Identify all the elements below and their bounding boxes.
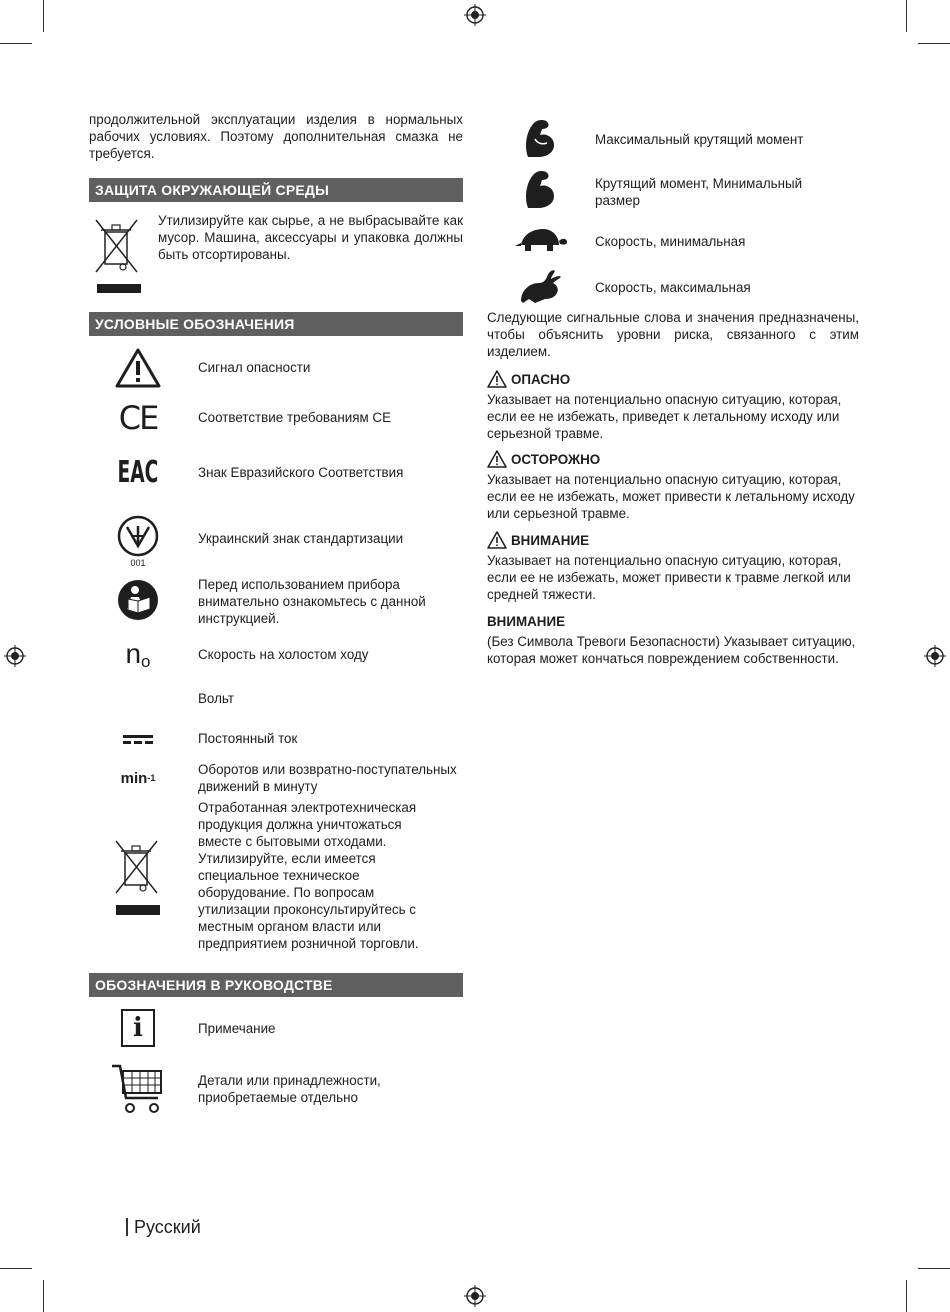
ukrainian-standard-icon: 001 xyxy=(103,512,173,570)
symbol-row xyxy=(89,761,469,797)
warning-triangle-icon xyxy=(103,345,173,390)
volt-icon xyxy=(103,688,173,712)
rpm-icon: min -1 xyxy=(120,769,156,787)
symbol-row xyxy=(89,398,469,438)
signal-block-warning xyxy=(487,450,859,522)
symbol-row xyxy=(89,1060,469,1118)
warning-triangle-icon xyxy=(487,370,507,388)
weee-bin-icon xyxy=(103,833,173,918)
intro-paragraph: продолжительной эксплуатации изделия в нормальных рабочих условиях. Поэтому дополнительная смазка не требуется. xyxy=(89,112,463,161)
flexed-arm-min-icon xyxy=(510,166,570,212)
ce-mark-icon: CE xyxy=(118,399,158,437)
section-heading-manual: ОБОЗНАЧЕНИЯ В РУКОВОДСТВЕ xyxy=(89,973,463,997)
crop-mark xyxy=(43,1280,44,1312)
signal-intro: Следующие сигнальные слова и значения предназначены, чтобы объяснить уровни риска, связанного с этим изделием. xyxy=(487,310,859,359)
rabbit-icon xyxy=(510,266,570,306)
symbol-label: Скорость на холостом ходу xyxy=(198,647,369,662)
registration-mark-icon xyxy=(464,1285,486,1307)
signal-title: ВНИМАНИЕ xyxy=(511,532,590,548)
env-recycle-block xyxy=(89,210,463,295)
symbol-label: Примечание xyxy=(198,1021,276,1036)
turtle-icon xyxy=(510,226,570,254)
symbol-label: Вольт xyxy=(198,691,234,706)
crop-mark xyxy=(906,0,907,32)
symbol-label: Сигнал опасности xyxy=(198,360,311,375)
symbol-label: Детали или принадлежности, приобретаемые отдельно xyxy=(198,1073,381,1105)
crop-mark xyxy=(918,1268,950,1269)
crop-mark xyxy=(0,1268,32,1269)
signal-block-danger xyxy=(487,370,859,442)
symbol-label: Украинский знак стандартизации xyxy=(198,531,404,546)
symbol-label: Крутящий момент, Минимальный размер xyxy=(595,176,803,208)
symbol-row xyxy=(89,688,469,712)
registration-mark-icon xyxy=(464,4,486,26)
symbol-row xyxy=(89,345,469,390)
no-load-speed-icon: n o xyxy=(125,638,151,671)
signal-title: ОСТОРОЖНО xyxy=(511,451,601,467)
eac-mark-icon: EAC xyxy=(117,455,159,490)
registration-mark-icon xyxy=(924,645,946,667)
section-heading-symbols: УСЛОВНЫЕ ОБОЗНАЧЕНИЯ xyxy=(89,312,463,336)
symbol-label: Максимальный крутящий момент xyxy=(595,132,804,147)
symbol-row xyxy=(89,799,469,959)
symbol-label: Знак Евразийского Соответствия xyxy=(198,465,404,480)
crop-mark xyxy=(0,43,32,44)
footer-divider xyxy=(126,1218,128,1236)
signal-text: Указывает на потенциально опасную ситуацию, которая, если ее не избежать, приведет к летальному исходу или серьезной травме. xyxy=(487,392,842,441)
signal-title: ОПАСНО xyxy=(511,371,571,387)
symbol-label: Отработанная электротехническая продукция должна уничтожаться вместе с бытовыми отходами. Утилизируйте, если имеется специальное техническое оборудование. По вопросам утилизации проконсультируйтесь с местным органом власти или предприятием розничной торговли. xyxy=(198,800,419,951)
crop-mark xyxy=(918,43,950,44)
symbol-label: Постоянный ток xyxy=(198,731,298,746)
crop-mark xyxy=(43,0,44,32)
signal-text: Указывает на потенциально опасную ситуацию, которая, если ее не избежать, может привести к травме легкой или средней тяжести. xyxy=(487,553,851,602)
shopping-cart-icon xyxy=(103,1060,173,1118)
info-icon: i xyxy=(103,1005,173,1051)
section-heading-environment: ЗАЩИТА ОКРУЖАЮЩЕЙ СРЕДЫ xyxy=(89,178,463,202)
symbol-label: Скорость, максимальная xyxy=(595,280,751,295)
signal-title: ВНИМАНИЕ xyxy=(487,614,566,629)
symbol-row xyxy=(89,512,469,570)
crop-mark xyxy=(906,1280,907,1312)
symbol-row xyxy=(89,636,469,672)
signal-text: (Без Символа Тревоги Безопасности) Указывает ситуацию, которая может кончаться повреждением собственности. xyxy=(487,634,856,666)
flexed-arm-max-icon xyxy=(510,117,570,161)
warning-triangle-icon xyxy=(487,531,507,549)
read-manual-icon xyxy=(103,576,173,624)
footer-language: Русский xyxy=(134,1217,201,1237)
signal-block-caution xyxy=(487,531,859,603)
signal-text: Указывает на потенциально опасную ситуацию, которая, если ее не избежать, может привести к летальному исходу или серьезной травме. xyxy=(487,472,855,521)
symbol-label: Оборотов или возвратно-поступательных движений в минуту xyxy=(198,762,457,794)
warning-triangle-icon xyxy=(487,450,507,468)
signal-block-notice xyxy=(487,613,859,667)
symbol-row xyxy=(89,1005,469,1051)
env-text: Утилизируйте как сырье, а не выбрасывайте как мусор. Машина, аксессуары и упаковка должны быть отсортированы. xyxy=(158,213,463,262)
symbol-row xyxy=(89,576,469,628)
symbol-label: Перед использованием прибора внимательно ознакомьтесь с данной инструкцией. xyxy=(198,577,426,626)
symbol-label: Скорость, минимальная xyxy=(595,234,746,249)
registration-mark-icon xyxy=(4,645,26,667)
symbol-row xyxy=(89,728,469,752)
crossed-bin-icon xyxy=(93,214,143,294)
symbol-label: Соответствие требованиям CE xyxy=(198,410,391,425)
symbol-row xyxy=(89,452,469,494)
dc-current-icon xyxy=(103,728,173,750)
